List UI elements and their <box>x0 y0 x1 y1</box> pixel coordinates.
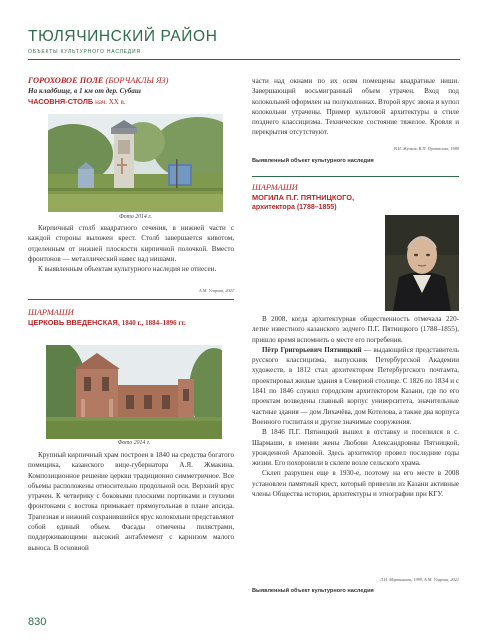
church-photo-image <box>46 345 222 439</box>
entry-gorokhovoe-text <box>28 223 234 274</box>
author-credit: Л.И. Мартынова, 1999, А.М. Угарова, 2021 <box>379 577 459 582</box>
place-name: ШАРМАШИ <box>28 308 74 317</box>
paragraph: Пётр Григорьевич Пятницкий — выдающийся представитель русского классицизма, выпускник Петербургской Академии художеств, в 1812 стал архитектором Петербургского почтамта, проектировал жилые здания в Северной столице. С 1826 по 1834 и с 1841 по 1846 служил городским архитектором Казани, где по его проектам возведены главный корпус университета, значительные частные здания — дом Лихачёва, дом Котелова, а также два корпуса Военного госпиталя и другие значимые сооружения. <box>252 345 459 426</box>
chapel-photo-image <box>48 114 223 212</box>
header-divider <box>28 59 460 60</box>
section-divider <box>252 176 459 177</box>
entry-grave-text <box>252 314 459 499</box>
author-credit: А.М. Угарова, 2021 <box>199 288 234 293</box>
section-title: ТЮЛЯЧИНСКИЙ РАЙОН <box>28 28 218 45</box>
photo-caption: Фото 2014 г. <box>117 440 151 446</box>
object-name: МОГИЛА П.Г. ПЯТНИЦКОГО, <box>252 193 355 202</box>
place-name: ШАРМАШИ <box>252 183 298 192</box>
location-line: На кладбище, в 1 км от дер. Субаш <box>28 87 141 95</box>
object-date: нач. ХХ в. <box>95 98 126 106</box>
entry-grave-heading <box>252 182 382 213</box>
entry-gorokhovoe-heading <box>28 76 233 108</box>
object-name: ЧАСОВНЯ-СТОЛБ <box>28 97 94 106</box>
object-role: архитектора (1788–1855) <box>252 204 337 211</box>
page-number: 830 <box>28 616 47 628</box>
paragraph: части над окнами по их осям помещены квадратные ниши. Завершающий восьмигранный объем утрачен. Вход под колокольней оформлен на полуколоннах. Второй ярус звона и купол колокольни утрачены. Пример культовой архитектуры в стиле позднего классицизма. Техническое состояние тяжелое. Кровля и перекрытия отсутствуют. <box>252 77 459 137</box>
section-divider <box>28 299 234 300</box>
place-alt-name: (БОРЧАКЛЫ ЯЗ) <box>105 76 169 85</box>
paragraph: В 2008, когда архитектурная общественность отмечала 220-летие известного казанского зодчего П.Г. Пятницкого (1788–1855), пришло время вспомнить о месте его погребения. <box>252 315 459 344</box>
place-name: ГОРОХОВОЕ ПОЛЕ <box>28 76 104 85</box>
heritage-status: Выявленный объект культурного наследия <box>252 588 374 594</box>
portrait-pyatnitsky <box>385 215 459 311</box>
object-name: ЦЕРКОВЬ ВВЕДЕНСКАЯ, <box>28 318 120 327</box>
entry-church-continuation <box>252 76 459 138</box>
paragraph: В 1846 П.Г. Пятницкий вышел в отставку и поселился в с. Шармаши, в имении жены Любови Александровны Пятницкой, урожденной Араповой. Здесь архитектор провел последние годы жизни. Его похоронили в склепе возле сельского храма. <box>252 428 459 468</box>
heritage-status: Выявленный объект культурного наследия <box>252 158 374 164</box>
entry-church-text <box>28 450 234 553</box>
paragraph: Крупный кирпичный храм построен в 1840 на средства богатого помещика, казанского вице-губернатора А.Я. Жмакина. Композиционное решение церкви традиционно симметричное. Все объемы расположены относительно продольной оси. Верхний ярус утрачен. К четверику с боковыми плоскими портиками и глухими фронтонами с востока примыкает прямоугольная в плане апсида. Трапезная и нижний сохранившийся ярус колокольни представляют собой единый объем. Фасады отмечены пилястрами, поддерживающими высокий антаблемент с карнизом малого выноса. В основной <box>28 451 234 552</box>
architect-name: Пётр Григорьевич Пятницкий <box>262 345 362 354</box>
entry-church-heading <box>28 307 234 329</box>
paragraph: Кирпичный столб квадратного сечения, в нижней части с каждой стороны выложен крест. Столб завершается кивотом, отделенным от нижней плоскости кирпичной полочкой. Вместо фронтонов — металлический навес над нишами. <box>28 224 234 263</box>
photo-vvedenskaya-church <box>46 345 222 439</box>
paragraph: Склеп разрушен еще в 1930-е, поэтому на его месте в 2008 установлен памятный крест, который привезли из Казани активные члены Общества истории, архитектуры и этнографии при КГУ. <box>252 469 459 499</box>
photo-chapel-pillar <box>48 114 223 212</box>
object-date: 1840 г., 1884–1896 гг. <box>121 319 186 327</box>
photo-caption: Фото 2014 г. <box>119 214 152 220</box>
paragraph: К выявленным объектам культурного наследия не отнесен. <box>38 265 217 274</box>
portrait-image <box>385 215 459 311</box>
section-subtitle: ОБЪЕКТЫ КУЛЬТУРНОГО НАСЛЕДИЯ <box>28 49 141 55</box>
author-credit: В.И. Жучков, В.П. Протасова, 1989 <box>393 146 459 151</box>
